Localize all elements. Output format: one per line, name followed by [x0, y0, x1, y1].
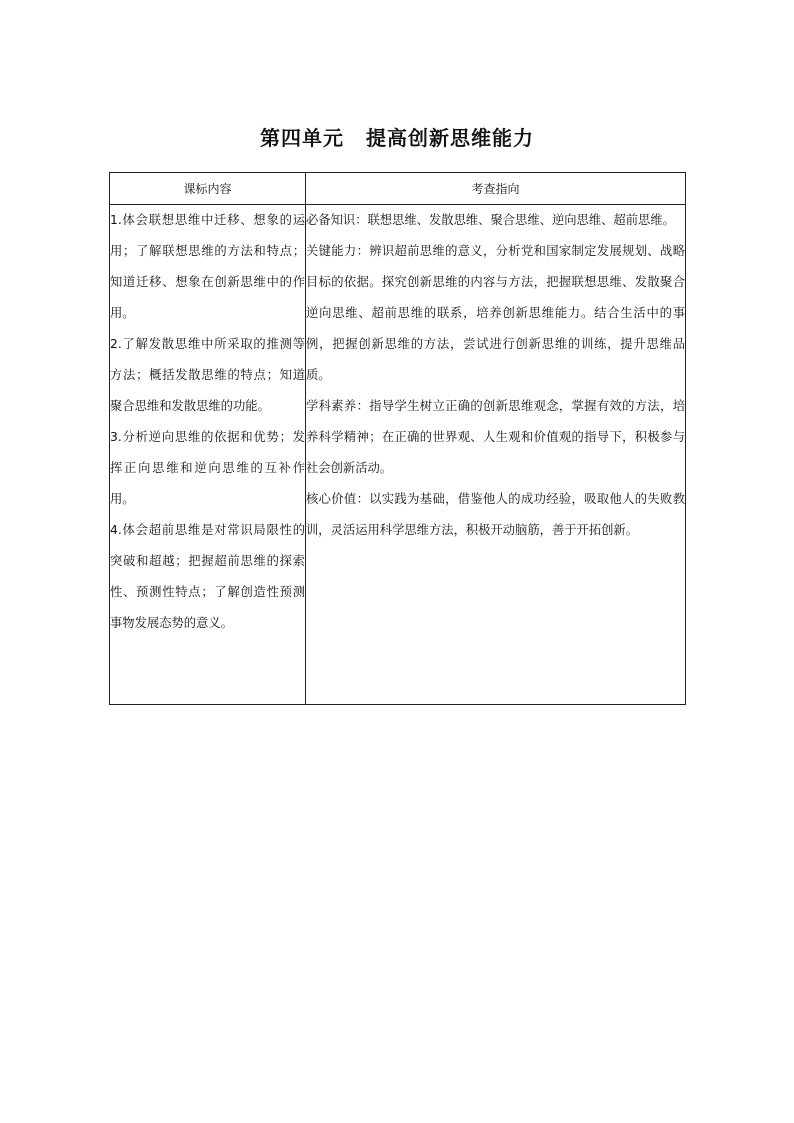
header-exam-direction: 考查指向 — [306, 173, 686, 205]
core-values: 核心价值：以实践为基础，借鉴他人的成功经验，吸取他人的失败教训，灵活运用科学思维方法，积极开动脑筋，善于开拓创新。 — [306, 492, 685, 537]
subject-literacy: 学科素养：指导学生树立正确的创新思维观念，掌握有效的方法，培养科学精神；在正确的世界观、人生观和价值观的指导下，积极参与社会创新活动。 — [306, 399, 685, 475]
key-abilities: 关键能力：辨识超前思维的意义，分析党和国家制定发展规划、战略目标的依据。探究创新思维的内容与方法，把握联想思维、发散聚合逆向思维、超前思维的联系，培养创新思维能力。结合生活中的事例，把握创新思维的方法，尝试进行创新思维的训练，提升思维品质。 — [306, 244, 685, 382]
page-title — [0, 122, 794, 151]
title-topic: 提高创新思维能力 — [366, 126, 534, 150]
curriculum-item-2: 2.了解发散思维中所采取的推测等方法；概括发散思维的特点；知道聚合思维和发散思维的功能。 — [110, 337, 305, 413]
table-header-row — [110, 173, 686, 205]
curriculum-table — [109, 172, 686, 705]
curriculum-item-4: 4.体会超前思维是对常识局限性的突破和超越；把握超前思维的探索性、预测性特点；了解创造性预测事物发展态势的意义。 — [110, 523, 305, 630]
title-unit: 第四单元 — [260, 126, 344, 150]
table-body-row — [110, 205, 686, 705]
essential-knowledge: 必备知识：联想思维、发散思维、聚合思维、逆向思维、超前思维。 — [306, 213, 675, 227]
exam-direction-cell — [306, 205, 686, 705]
curriculum-content-cell — [110, 205, 306, 705]
curriculum-item-3: 3.分析逆向思维的依据和优势；发挥正向思维和逆向思维的互补作用。 — [110, 430, 305, 506]
header-curriculum-content: 课标内容 — [110, 173, 306, 205]
curriculum-item-1: 1.体会联想思维中迁移、想象的运用；了解联想思维的方法和特点；知道迁移、想象在创新思维中的作用。 — [110, 213, 305, 320]
